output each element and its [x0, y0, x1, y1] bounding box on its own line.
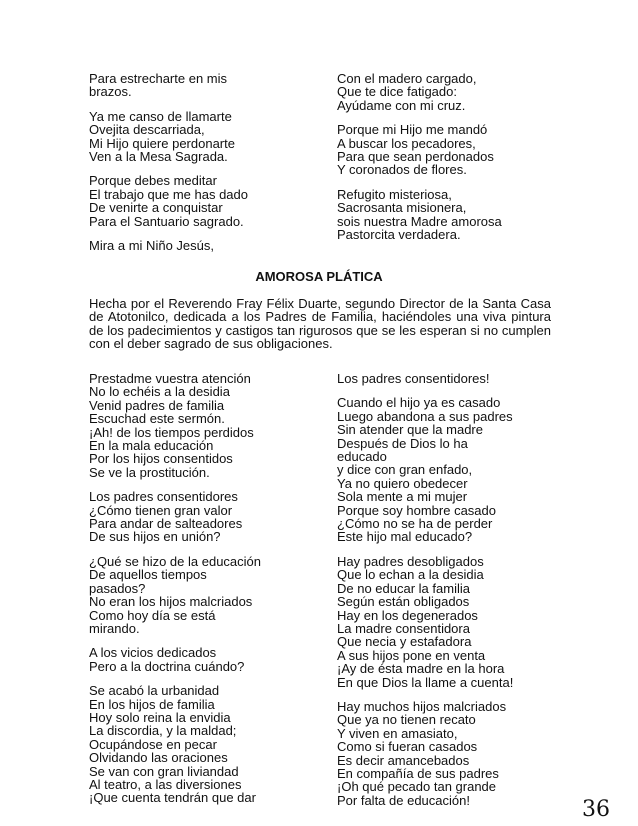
stanza — [337, 555, 557, 689]
verse-line: Pero a la doctrina cuándo? — [89, 658, 245, 674]
verse-line: De aquellos tiempos — [89, 567, 207, 583]
verse-line: Que te dice fatigado: — [337, 84, 457, 100]
verse-line: Para estrecharte en mis — [89, 71, 228, 86]
verse-line: Ocupándose en pecar — [89, 736, 217, 752]
poem-column-top-right — [337, 72, 557, 252]
verse-line: En los hijos de familia — [89, 696, 215, 712]
poem-column-bottom-right — [337, 372, 557, 818]
verse-line: Como hoy día se está — [89, 607, 216, 623]
verse-line: Que ya no tienen recato — [337, 712, 476, 728]
verse-line: Refugito misteriosa, — [337, 186, 452, 202]
verse-line: Después de Dios lo ha — [337, 435, 468, 451]
verse-line: Mi Hijo quiere perdonarte — [89, 135, 235, 151]
verse-line: Para que sean perdonados — [337, 149, 494, 165]
stanza — [89, 72, 319, 99]
stanza — [337, 123, 557, 177]
stanza — [89, 646, 319, 673]
stanza — [337, 372, 557, 385]
verse-line: Olvidando las oraciones — [89, 750, 228, 766]
verse-line: De sus hijos en unión? — [89, 529, 221, 545]
verse-line: ¡Oh qué pecado tan grande — [337, 779, 497, 795]
verse-line: ¿Cómo no se ha de perder — [337, 516, 493, 532]
verse-line: Que necia y estafadora — [337, 634, 472, 650]
verse-line: Para andar de salteadores — [89, 516, 243, 532]
verse-line: y dice con gran enfado, — [337, 462, 473, 478]
stanza — [89, 684, 319, 805]
stanza — [89, 490, 319, 544]
verse-line: Prestadme vuestra atención — [89, 371, 251, 386]
verse-line: A los vicios dedicados — [89, 645, 217, 661]
stanza — [337, 700, 557, 807]
verse-line: Hay en los degenerados — [337, 607, 478, 623]
verse-line: A buscar los pecadores, — [337, 135, 476, 151]
stanza — [89, 372, 319, 479]
verse-line: Ovejita descarriada, — [89, 122, 205, 138]
stanza — [89, 239, 319, 252]
verse-line: Se acabó la urbanidad — [89, 683, 220, 699]
verse-line: Que lo echan a la desidia — [337, 567, 484, 583]
poem-column-top-left — [89, 72, 319, 263]
section-heading: AMOROSA PLÁTICA — [255, 269, 383, 284]
stanza — [337, 72, 557, 112]
verse-line: ¡Ay de ésta madre en la hora — [337, 661, 505, 677]
verse-line: De venirte a conquistar — [89, 200, 223, 216]
verse-line: ¿Cómo tienen gran valor — [89, 502, 233, 518]
verse-line: Ya no quiero obedecer — [337, 475, 468, 491]
verse-line: Hay muchos hijos malcriados — [337, 698, 507, 714]
stanza — [337, 396, 557, 543]
verse-line: La discordia, y la maldad; — [89, 723, 237, 739]
verse-line: mirando. — [89, 620, 140, 636]
stanza — [337, 188, 557, 242]
poem-column-bottom-left — [89, 372, 319, 816]
verse-line: Según están obligados — [337, 594, 470, 610]
verse-line: Sacrosanta misionera, — [337, 200, 467, 216]
stanza — [89, 110, 319, 164]
stanza — [89, 555, 319, 635]
verse-line: Se van con gran liviandad — [89, 763, 239, 779]
verse-line: Se ve la prostitución. — [89, 464, 210, 480]
verse-line: Porque debes meditar — [89, 173, 217, 189]
verse-line: Para el Santuario sagrado. — [89, 213, 244, 229]
verse-line: Los padres consentidores! — [337, 371, 490, 386]
verse-line: Los padres consentidores — [89, 489, 238, 505]
verse-line: Por falta de educación! — [337, 792, 470, 808]
verse-line: En la mala educación — [89, 438, 214, 454]
verse-line: En que Dios la llame a cuenta! — [337, 674, 514, 690]
verse-line: Luego abandona a sus padres — [337, 408, 513, 424]
verse-line: ¡Ah! de los tiempos perdidos — [89, 424, 254, 440]
verse-line: Como si fueran casados — [337, 739, 478, 755]
verse-line: Y viven en amasiato, — [337, 725, 458, 741]
verse-line: Hoy solo reina la envidia — [89, 709, 231, 725]
verse-line: La madre consentidora — [337, 620, 470, 636]
verse-line: Y coronados de flores. — [337, 162, 467, 178]
verse-line: De no educar la familia — [337, 580, 470, 596]
verse-line: ¿Qué se hizo de la educación — [89, 553, 261, 569]
verse-line: Escuchad este sermón. — [89, 411, 225, 427]
verse-line: Es decir amancebados — [337, 752, 470, 768]
verse-line: sois nuestra Madre amorosa — [337, 213, 502, 229]
verse-line: Sola mente a mi mujer — [337, 489, 468, 505]
verse-line: Ya me canso de llamarte — [89, 108, 232, 124]
verse-line: Porque mi Hijo me mandó — [337, 122, 488, 138]
verse-line: Al teatro, a las diversiones — [89, 776, 242, 792]
verse-line: Hay padres desobligados — [337, 553, 484, 569]
verse-line: Por los hijos consentidos — [89, 451, 233, 467]
verse-line: educado — [337, 449, 387, 465]
intro-paragraph: Hecha por el Reverendo Fray Félix Duarte, segundo Director de la Santa Casa de Atotonilco, dedicada a los Padres de Familia, haciéndoles una viva pintura de los padecimientos y castigos tan rigurosos que se les esperan si no cumplen con el deber sagrado de sus obligaciones. — [89, 296, 551, 352]
verse-line: El trabajo que me has dado — [89, 186, 248, 202]
verse-line: No eran los hijos malcriados — [89, 594, 253, 610]
verse-line: brazos. — [89, 84, 132, 100]
verse-line: No lo echéis a la desidia — [89, 384, 230, 400]
verse-line: A sus hijos pone en venta — [337, 647, 486, 663]
verse-line: ¡Que cuenta tendrán que dar — [89, 790, 256, 806]
verse-line: Sin atender que la madre — [337, 422, 483, 438]
verse-line: pasados? — [89, 580, 146, 596]
verse-line: Pastorcita verdadera. — [337, 227, 461, 243]
verse-line: En compañía de sus padres — [337, 765, 499, 781]
verse-line: Este hijo mal educado? — [337, 529, 473, 545]
verse-line: Ayúdame con mi cruz. — [337, 97, 466, 113]
stanza — [89, 174, 319, 228]
verse-line: Con el madero cargado, — [337, 71, 477, 86]
verse-line: Venid padres de familia — [89, 397, 225, 413]
verse-line: Porque soy hombre casado — [337, 502, 496, 518]
verse-line: Mira a mi Niño Jesús, — [89, 238, 214, 254]
page-number: 36 — [582, 797, 610, 822]
verse-line: Cuando el hijo ya es casado — [337, 395, 501, 411]
verse-line: Ven a la Mesa Sagrada. — [89, 149, 228, 165]
